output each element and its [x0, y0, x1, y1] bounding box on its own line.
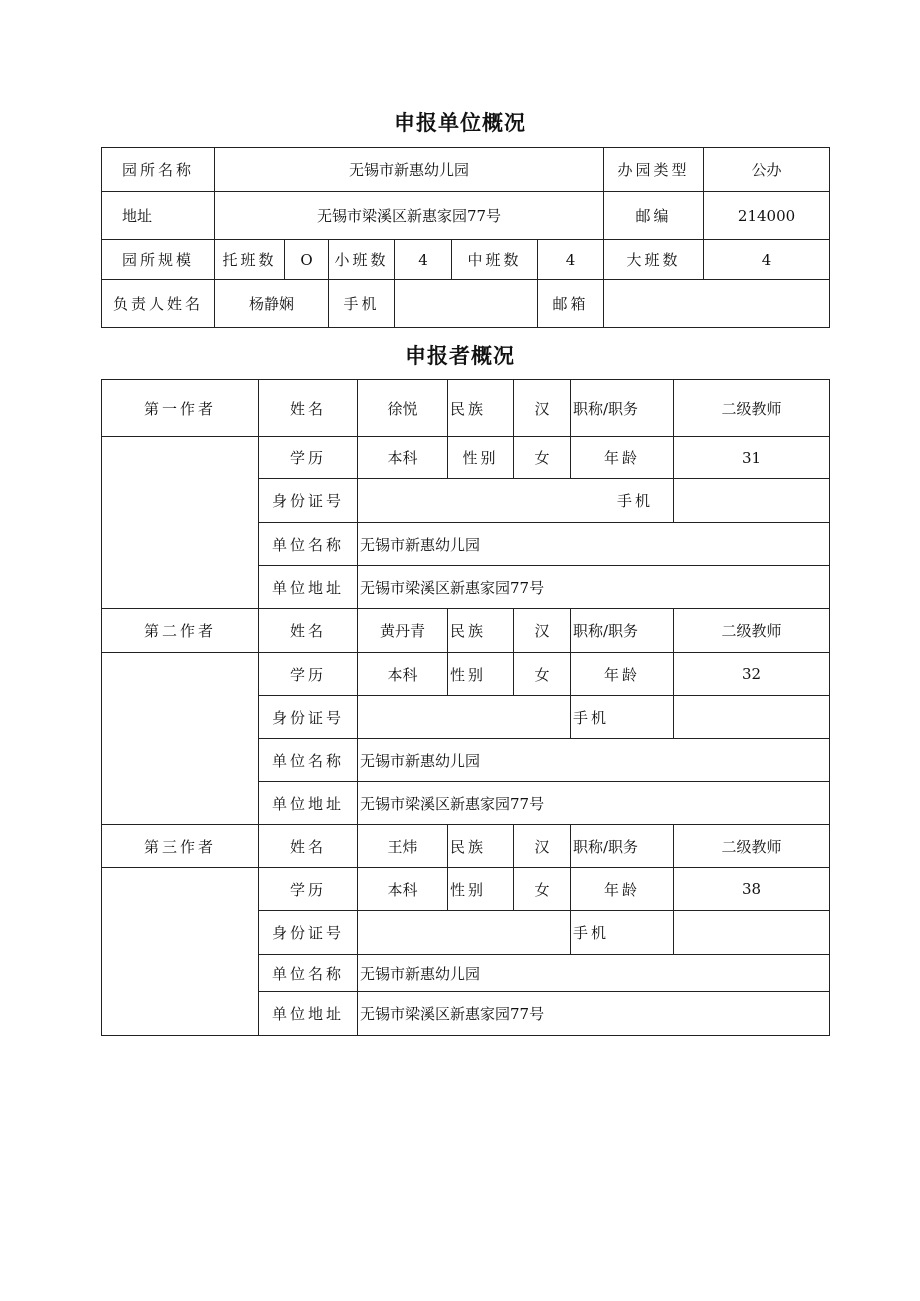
small-class-value: 4	[395, 240, 452, 280]
author-org-addr: 无锡市梁溪区新惠家园77号	[358, 992, 830, 1036]
title-label: 职称/职务	[571, 825, 674, 868]
title-label: 职称/职务	[571, 609, 674, 653]
org-addr-label: 单位地址	[259, 992, 358, 1036]
author-name: 徐悦	[358, 380, 448, 437]
name-label: 姓名	[259, 380, 358, 437]
author-age: 31	[674, 437, 830, 479]
phone-label: 手机	[358, 479, 674, 523]
author-name: 黄丹青	[358, 609, 448, 653]
author-blank-cell	[102, 868, 259, 1036]
tuo-class-label: 托班数	[215, 240, 285, 280]
author-ethnic: 汉	[514, 380, 571, 437]
large-class-value: 4	[704, 240, 830, 280]
leader-email-label: 邮箱	[538, 280, 604, 328]
gender-label: 性别	[448, 868, 514, 911]
age-label: 年龄	[571, 437, 674, 479]
name-label: 姓名	[259, 825, 358, 868]
author-edu: 本科	[358, 653, 448, 696]
leader-phone-label: 手机	[329, 280, 395, 328]
author-id	[358, 911, 571, 955]
phone-label: 手机	[571, 696, 674, 739]
author-blank-cell	[102, 437, 259, 609]
middle-class-value: 4	[538, 240, 604, 280]
author-ethnic: 汉	[514, 609, 571, 653]
org-name-label: 单位名称	[259, 523, 358, 566]
author-org-addr: 无锡市梁溪区新惠家园77号	[358, 566, 830, 609]
org-addr-label: 单位地址	[259, 782, 358, 825]
kindergarten-name-value: 无锡市新惠幼儿园	[215, 148, 604, 192]
small-class-label: 小班数	[329, 240, 395, 280]
author-ethnic: 汉	[514, 825, 571, 868]
edu-label: 学历	[259, 437, 358, 479]
phone-label: 手机	[571, 911, 674, 955]
author-role: 第一作者	[102, 380, 259, 437]
edu-label: 学历	[259, 868, 358, 911]
author-edu: 本科	[358, 868, 448, 911]
author-age: 38	[674, 868, 830, 911]
age-label: 年龄	[571, 653, 674, 696]
author-age: 32	[674, 653, 830, 696]
author-name: 王炜	[358, 825, 448, 868]
applicant-overview-table	[101, 379, 830, 1036]
author-phone	[674, 479, 830, 523]
large-class-label: 大班数	[604, 240, 704, 280]
author-phone	[674, 911, 830, 955]
gender-label: 性别	[448, 653, 514, 696]
school-type-label: 办园类型	[604, 148, 704, 192]
org-name-label: 单位名称	[259, 955, 358, 992]
leader-phone-value	[395, 280, 538, 328]
author-role: 第二作者	[102, 609, 259, 653]
org-addr-label: 单位地址	[259, 566, 358, 609]
author-title: 二级教师	[674, 825, 830, 868]
edu-label: 学历	[259, 653, 358, 696]
postcode-value: 214000	[704, 192, 830, 240]
author-phone	[674, 696, 830, 739]
author-blank-cell	[102, 653, 259, 825]
name-label: 姓名	[259, 609, 358, 653]
ethnic-label: 民族	[448, 825, 514, 868]
author-role: 第三作者	[102, 825, 259, 868]
leader-name-label: 负责人姓名	[102, 280, 215, 328]
author-title: 二级教师	[674, 380, 830, 437]
address-label: 地址	[102, 192, 215, 240]
author-id	[358, 696, 571, 739]
author-gender: 女	[514, 653, 571, 696]
unit-section-title: 申报单位概况	[394, 111, 526, 135]
school-type-value: 公办	[704, 148, 830, 192]
tuo-class-value: O	[285, 240, 329, 280]
author-org-name: 无锡市新惠幼儿园	[358, 523, 830, 566]
title-label: 职称/职务	[571, 380, 674, 437]
leader-name-value: 杨静娴	[215, 280, 329, 328]
author-edu: 本科	[358, 437, 448, 479]
leader-email-value	[604, 280, 830, 328]
author-org-name: 无锡市新惠幼儿园	[358, 739, 830, 782]
author-title: 二级教师	[674, 609, 830, 653]
ethnic-label: 民族	[448, 380, 514, 437]
gender-label: 性别	[448, 437, 514, 479]
id-label: 身份证号	[259, 696, 358, 739]
org-name-label: 单位名称	[259, 739, 358, 782]
middle-class-label: 中班数	[452, 240, 538, 280]
scale-label: 园所规模	[102, 240, 215, 280]
kindergarten-name-label: 园所名称	[102, 148, 215, 192]
id-label: 身份证号	[259, 911, 358, 955]
author-gender: 女	[514, 437, 571, 479]
author-org-name: 无锡市新惠幼儿园	[358, 955, 830, 992]
author-org-addr: 无锡市梁溪区新惠家园77号	[358, 782, 830, 825]
postcode-label: 邮编	[604, 192, 704, 240]
id-label: 身份证号	[259, 479, 358, 523]
author-gender: 女	[514, 868, 571, 911]
ethnic-label: 民族	[448, 609, 514, 653]
applicant-section-title: 申报者概况	[405, 344, 515, 368]
address-value: 无锡市梁溪区新惠家园77号	[215, 192, 604, 240]
age-label: 年龄	[571, 868, 674, 911]
unit-overview-table	[101, 147, 830, 328]
